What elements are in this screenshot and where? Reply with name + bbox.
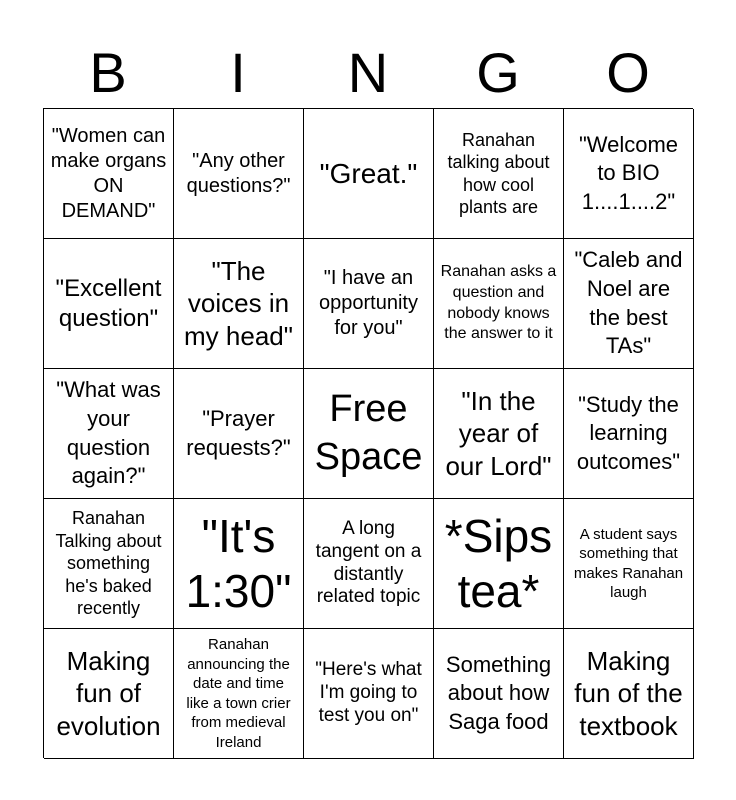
cell-text: "Study the learning outcomes" [576,391,681,474]
cell-text: "I have an opportunity for you" [319,267,418,339]
cell-text: "Excellent question" [55,274,162,332]
bingo-cell[interactable] [564,109,694,239]
bingo-cell[interactable] [304,239,434,369]
bingo-cell[interactable] [304,499,434,629]
cell-text: "Great." [319,157,418,189]
cell-text: "It's 1:30" [185,510,292,617]
bingo-board [43,108,693,758]
cell-text: Making fun of the textbook [574,645,683,741]
cell-text: "Any other questions?" [186,149,291,197]
bingo-cell[interactable] [44,499,174,629]
header-letter-n: N [347,41,389,104]
header-letter-i: I [230,41,246,104]
cell-text: "Women can make organs ON DEMAND" [50,124,167,222]
bingo-cell[interactable] [44,109,174,239]
bingo-cell[interactable] [44,629,174,759]
cell-text: "In the year of our Lord" [445,385,552,481]
bingo-cell[interactable] [44,239,174,369]
cell-text: Ranahan asks a question and nobody knows the answer to it [440,262,557,343]
bingo-cell[interactable] [434,239,564,369]
bingo-cell[interactable] [174,499,304,629]
cell-text: Ranahan talking about how cool plants are [447,129,550,217]
bingo-cell[interactable] [174,239,304,369]
bingo-cell[interactable] [434,629,564,759]
cell-text: "The voices in my head" [184,255,293,351]
bingo-cell[interactable] [304,109,434,239]
bingo-cell[interactable] [434,109,564,239]
cell-text: "What was your question again?" [56,377,161,489]
cell-text: A long tangent on a distantly related topic [315,517,422,608]
cell-text: Making fun of evolution [56,645,161,741]
cell-text: *Sips tea* [444,510,553,617]
free-space-cell[interactable] [304,369,434,499]
bingo-cell[interactable] [434,499,564,629]
bingo-cell[interactable] [434,369,564,499]
cell-text: Free Space [314,388,423,478]
bingo-cell[interactable] [174,629,304,759]
bingo-cell[interactable] [174,109,304,239]
bingo-cell[interactable] [564,239,694,369]
cell-text: "Welcome to BIO 1....1....2" [578,131,679,214]
cell-text: Something about how Saga food [445,651,552,734]
cell-text: "Here's what I'm going to test you on" [315,659,422,726]
bingo-header [43,38,693,108]
header-letter-b: B [89,41,127,104]
cell-text: "Prayer requests?" [186,405,291,460]
cell-text: "Caleb and Noel are the best TAs" [574,247,683,359]
cell-text: A student says something that makes Ranahan laugh [573,525,684,601]
bingo-cell[interactable] [174,369,304,499]
bingo-cell[interactable] [304,629,434,759]
header-letter-g: G [476,41,520,104]
cell-text: Ranahan announcing the date and time like a town crier from medieval Ireland [186,636,291,751]
cell-text: Ranahan Talking about something he's baked recently [55,508,162,619]
bingo-cell[interactable] [564,369,694,499]
bingo-cell[interactable] [564,629,694,759]
bingo-cell[interactable] [564,499,694,629]
bingo-cell[interactable] [44,369,174,499]
header-letter-o: O [606,41,650,104]
